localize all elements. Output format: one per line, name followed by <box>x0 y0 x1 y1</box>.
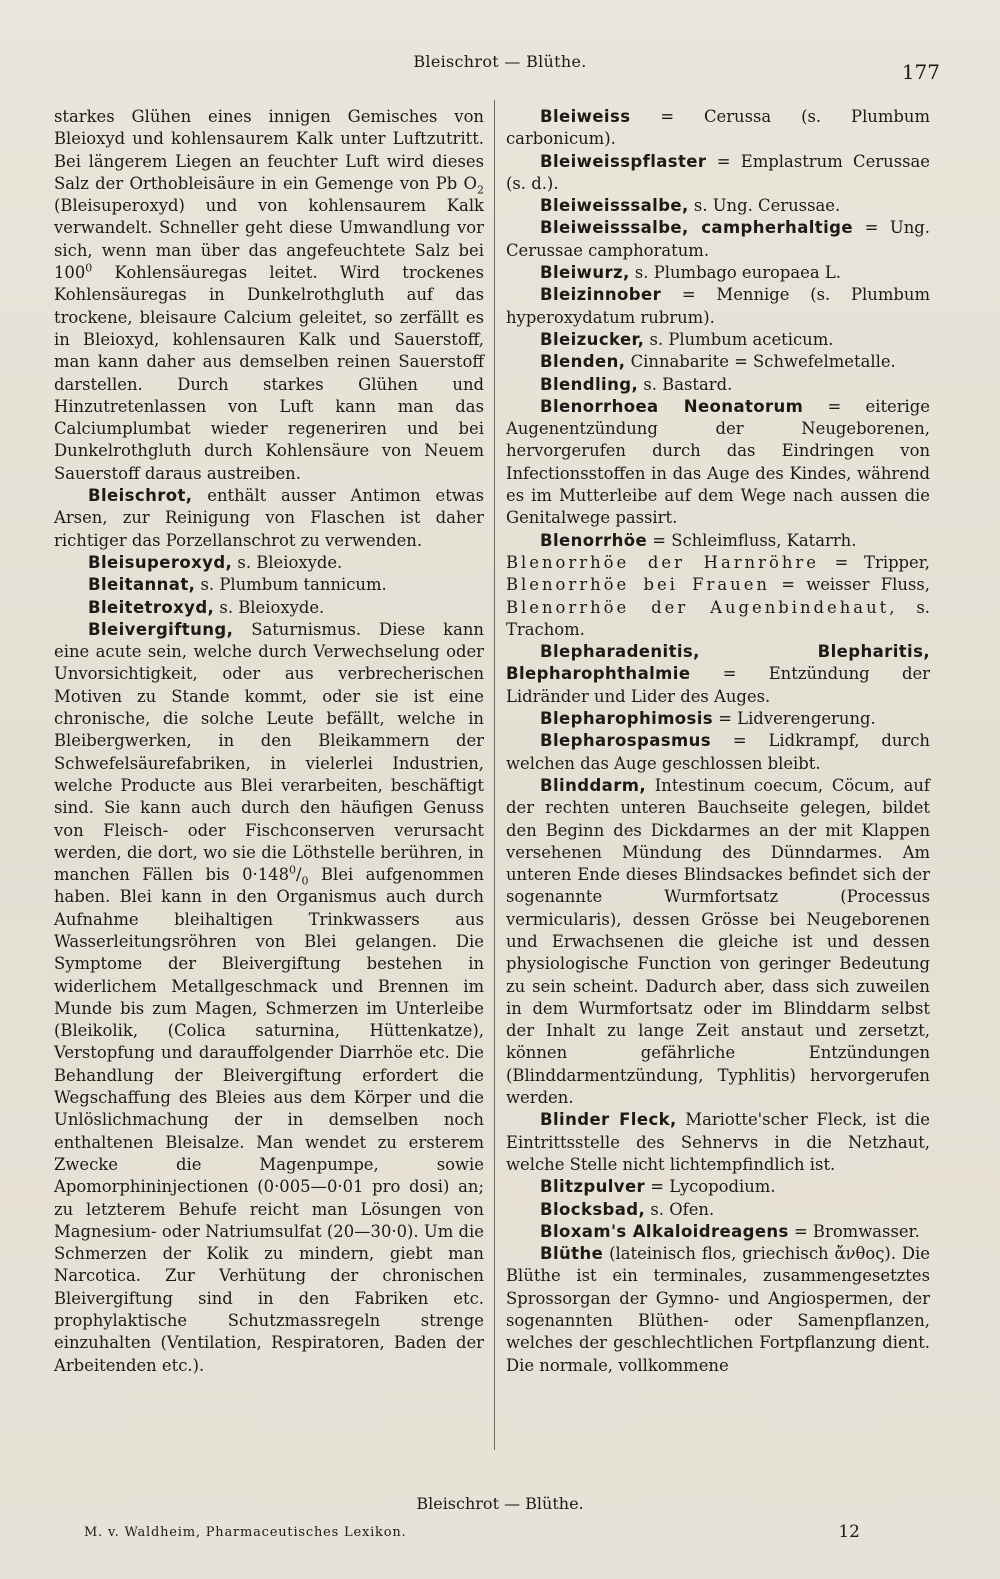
entry-lemma: Blinder Fleck, <box>540 1110 677 1130</box>
entry-lemma: Bleischrot, <box>88 486 193 506</box>
entry-text: s. Ofen. <box>645 1199 715 1219</box>
entry-text: = Schleimfluss, Katarrh. <box>647 530 857 550</box>
left-column <box>54 106 484 1442</box>
entry-text: s. Trachom. <box>506 597 930 639</box>
entry-text: = Emplastrum Cerussae (s. d.). <box>506 151 930 193</box>
page-number: 177 <box>901 60 940 84</box>
entry-lemma: Bleiweisspflaster <box>540 151 707 171</box>
entry-text: s. Bleioxyde. <box>232 552 343 572</box>
continuation-paragraph <box>54 106 484 485</box>
subscript: 2 <box>477 183 484 197</box>
entry-lemma: Blepharophimosis <box>540 709 714 729</box>
text-run: Kohlensäuregas leitet. Wird trockenes Kohlensäuregas in Dunkelrothgluth auf das trockene, bleisaure Calcium geleitet, so zerfällt es in Bleioxyd, kohlensauren Kalk und Sauerstoff, man kann daher aus demselben reinen Sauerstoff darstellen. Durch starkes Glühen und Hinzutretenlassen von Luft kann man das Calciumplumbat wieder regeneriren und bei Dunkelrothgluth durch Kohlensäure von Neuem Sauerstoff daraus austreiben. <box>54 263 484 483</box>
entry-bleiweisssalbe-campherhaltige <box>506 217 930 262</box>
entry-text: = weisser Fluss, <box>769 575 930 595</box>
entry-lemma: Bleitannat, <box>88 575 196 595</box>
entry-lemma: Bleisuperoxyd, <box>88 552 233 572</box>
entry-text: = Bromwasser. <box>788 1221 920 1241</box>
entry-text: Saturnismus. Diese kann eine acute sein, welche durch Verwechselung oder Unvorsichtigkeit, oder aus verbrecherischen Motiven zu Stande kommt, oder sie ist eine chronische, die solche Leute befällt, welche in Bleibergwerken, in den Bleikammern der Schwefelsäurefabriken, in vielerlei Industrien, welche Producte aus Blei verarbeiten, beschäftigt sind. Sie kann auch durch den häufigen Genuss von Fleisch- oder Fischconserven verursacht werden, die dort, wo sie die Löthstelle berühren, in manchen Fällen bis 0·148 <box>54 619 484 885</box>
sheet-number: 12 <box>838 1522 860 1542</box>
entry-lemma: Bloxam's Alkaloidreagens <box>540 1221 789 1241</box>
footer-running-title: Bleischrot — Blüthe. <box>416 1494 584 1513</box>
entry-text: = Ung. Cerussae camphoratum. <box>506 218 930 260</box>
entry-text: (lateinisch flos, griechisch ἄνθος). Die Blüthe ist ein terminales, zusammengesetztes Sprossorgan der Gymno- und Angiospermen, der sogenannten Blüthen- oder Samenpflanzen, welches der geschlechtlichen Fortpflanzung dient. Die normale, vollkommene <box>506 1244 930 1375</box>
superscript: 0 <box>85 261 93 275</box>
entry-text: = Mennige (s. Plumbum hyperoxydatum rubrum). <box>506 285 930 327</box>
entry-lemma: Blüthe <box>540 1244 604 1264</box>
spaced-term: Blenorrhöe der Augenbindehaut, <box>506 597 898 617</box>
entry-text: Intestinum coecum, Cöcum, auf der rechten unteren Bauchseite gelegen, bildet den Beginn des Dickdarmes an der mit Klappen versehenen Mündung des Dünndarmes. Am unteren Ende dieses Blindsackes befindet sich der sogenannte Wurmfortsatz (Processus vermicularis), dessen Grösse bei Neugeborenen und Erwachsenen die gleiche ist und dessen physiologische Function von geringer Bedeutung zu sein scheint. Dadurch aber, dass sich zuweilen in dem Wurmfortsatz oder im Blinddarm selbst der Inhalt zu lange Zeit anstaut und zersetzt, können gefährliche Entzündungen (Blinddarmentzündung, Typhlitis) hervorgerufen werden. <box>506 775 930 1108</box>
entry-lemma: Bleiweisssalbe, campherhaltige <box>540 218 853 238</box>
entry-text: = eiterige Augenentzündung der Neugeborenen, hervorgerufen durch das Eindringen von Infectionsstoffen in das Auge des Kindes, während es im Mutterleibe auf dem Wege nach aussen die Genitalwege passirt. <box>506 396 930 528</box>
entry-bleitannat <box>54 574 484 596</box>
entry-lemma: Blendling, <box>540 374 639 394</box>
text-run: (Bleisuperoxyd) und von kohlensaurem Kalk verwandelt. Schneller geht diese Umwandlung vor sich, wenn man über das angefeuchtete Salz bei 100 <box>54 196 484 283</box>
entry-bleizucker <box>506 329 930 351</box>
superscript: 0 <box>289 863 296 877</box>
entry-lemma: Blenden, <box>540 352 626 372</box>
entry-text: s. Ung. Cerussae. <box>688 196 841 216</box>
entry-lemma: Bleitetroxyd, <box>88 597 215 617</box>
entry-bleiweiss <box>506 106 930 151</box>
entry-blitzpulver <box>506 1176 930 1198</box>
entry-bleisuperoxyd <box>54 552 484 574</box>
entry-lemma: Bleizucker, <box>540 329 645 349</box>
entry-text: = Tripper, <box>818 552 930 572</box>
entry-text: s. Bleioxyde. <box>214 597 325 617</box>
entry-lemma: Blenorrhoea Neonatorum <box>540 396 804 416</box>
subscript: 0 <box>301 874 309 888</box>
running-head: Bleischrot — Blüthe. <box>413 52 587 71</box>
entry-text: Cinnabarite = Schwefelmetalle. <box>625 352 896 372</box>
entry-lemma: Bleiweisssalbe, <box>540 196 689 216</box>
entry-lemma: Blitzpulver <box>540 1177 646 1197</box>
entry-text: = Lidverengerung. <box>713 709 876 729</box>
entry-blenorrhoea-neonatorum <box>506 396 930 530</box>
entry-lemma: Bleiwurz, <box>540 263 630 283</box>
entry-blepharadenitis <box>506 641 930 708</box>
entry-bleizinnober <box>506 284 930 329</box>
entry-text: = Lycopodium. <box>645 1177 776 1197</box>
entry-blocksbad <box>506 1199 930 1221</box>
entry-text: s. Bastard. <box>638 374 733 394</box>
entry-text: = Entzündung der Lidränder und Lider des Auges. <box>506 664 930 706</box>
entry-bleiwurz <box>506 262 930 284</box>
entry-text: Mariotte'scher Fleck, ist die Eintrittsstelle des Sehnervs in die Netzhaut, welche Stelle nicht lichtempfindlich ist. <box>506 1110 930 1174</box>
entry-text: s. Plumbago europaea L. <box>629 263 841 283</box>
entry-bloxams-alkaloidreagens <box>506 1221 930 1243</box>
entry-blendling <box>506 374 930 396</box>
entry-text: enthält ausser Antimon etwas Arsen, zur Reinigung von Flaschen ist daher richtiger das Porzellanschrot zu verwenden. <box>54 486 484 550</box>
entry-text: s. Plumbum aceticum. <box>644 329 834 349</box>
entry-text: Blei aufgenommen haben. Blei kann in den Organismus auch durch Aufnahme bleihaltigen Trinkwassers aus Wasserleitungsröhren von Blei gelangen. Die Symptome der Bleivergiftung bestehen in widerlichem Metallgeschmack und Brennen im Munde bis zum Magen, Schmerzen im Unterleibe (Bleikolik, (Colica saturnina, Hüttenkatze), Verstopfung und darauffolgender Diarrhöe etc. Die Behandlung der Bleivergiftung erfordert die Wegschaffung des Bleies aus dem Körper und die Unlöslichmachung der in demselben noch enthaltenen Bleisalze. Man wendet zu ersterem Zwecke die Magenpumpe, sowie Apomorphininjectionen (0·005—0·01 pro dosi) an; zu letzterem Behufe reicht man Lösungen von Magnesium- oder Natriumsulfat (20—30·0). Um die Schmerzen der Kolik zu mindern, giebt man Narcotica. Zur Verhütung der chronischen Bleivergiftung sind in den Fabriken etc. prophylaktische Schutzmassregeln strenge einzuhalten (Ventilation, Respiratoren, Baden der Arbeitenden etc.). <box>54 865 484 1375</box>
text-run: starkes Glühen eines innigen Gemisches von Bleioxyd und kohlensaurem Kalk unter Luftzutritt. Bei längerem Liegen an feuchter Luft wird dieses Salz der Orthobleisäure in ein Gemenge von Pb O <box>54 107 484 193</box>
entry-bluethe <box>506 1243 930 1377</box>
fraction-slash: / <box>296 865 302 885</box>
entry-lemma: Blocksbad, <box>540 1199 646 1219</box>
entry-blinder-fleck <box>506 1109 930 1176</box>
entry-bleitetroxyd <box>54 597 484 619</box>
entry-bleivergiftung <box>54 619 484 1377</box>
entry-lemma: Blenorrhöe <box>540 530 648 550</box>
entry-blepharophimosis <box>506 708 930 730</box>
entry-lemma: Blinddarm, <box>540 775 646 795</box>
entry-text: = Lidkrampf, durch welchen das Auge geschlossen bleibt. <box>506 731 930 773</box>
entry-blenden <box>506 351 930 373</box>
entry-text: s. Plumbum tannicum. <box>195 575 387 595</box>
spaced-term: Blenorrhöe der Harnröhre <box>506 552 819 572</box>
entry-bleiweisssalbe <box>506 195 930 217</box>
entry-lemma: Bleiweiss <box>540 107 631 126</box>
entry-lemma: Bleivergiftung, <box>88 619 234 639</box>
entry-text: = Cerussa (s. Plumbum carbonicum). <box>506 107 930 149</box>
entry-lemma: Bleizinnober <box>540 285 662 305</box>
entry-blinddarm <box>506 775 930 1109</box>
spaced-term: Blenorrhöe bei Frauen <box>506 575 770 595</box>
right-column <box>506 106 930 1442</box>
entry-blenorrhoee <box>506 530 930 552</box>
entry-lemma: Blepharospasmus <box>540 731 711 751</box>
entry-blepharospasmus <box>506 730 930 775</box>
column-rule <box>494 100 495 1450</box>
entry-lemma: Blepharadenitis, Blepharitis, Blepharophthalmie <box>506 642 930 684</box>
entry-bleischrot <box>54 485 484 552</box>
publisher-imprint: M. v. Waldheim, Pharmaceutisches Lexikon. <box>84 1525 407 1540</box>
sub-entry <box>506 552 930 641</box>
entry-bleiweisspflaster <box>506 151 930 196</box>
